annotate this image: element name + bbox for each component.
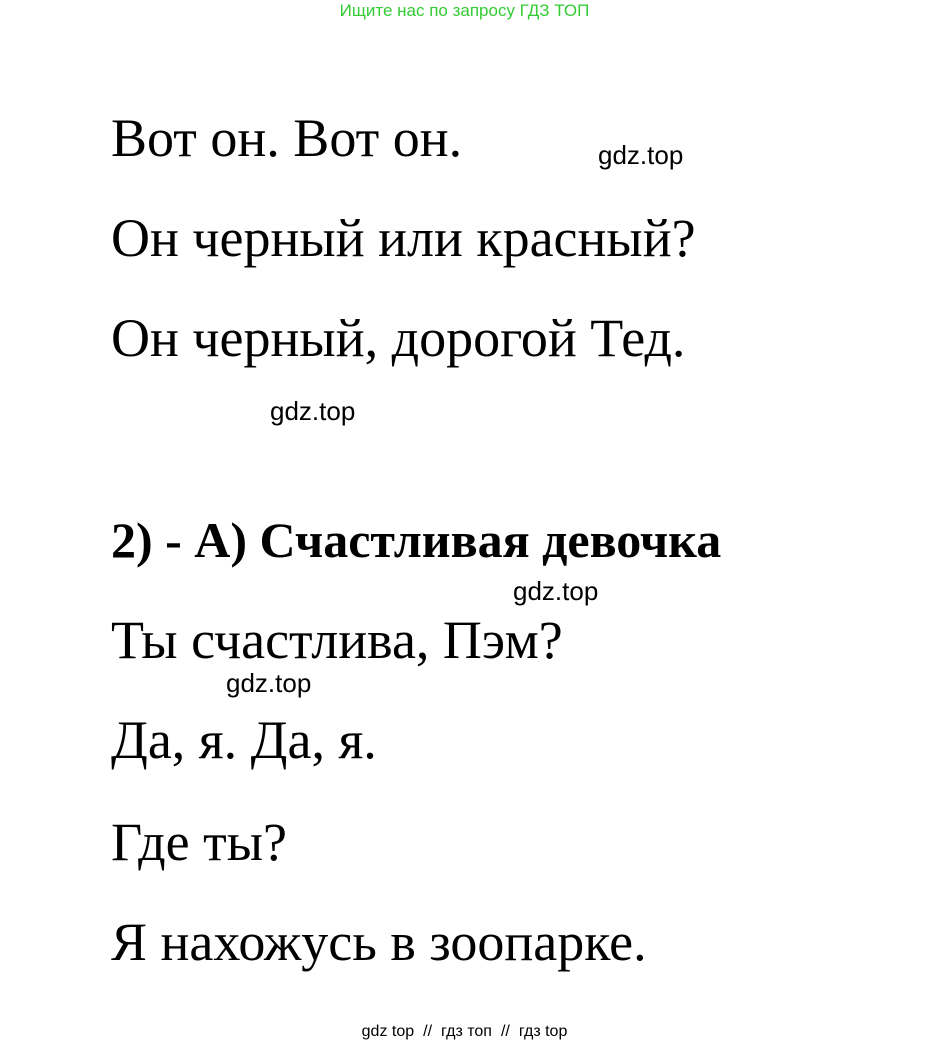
watermark: gdz.top: [513, 576, 599, 606]
footer: [0, 1021, 929, 1043]
text-line: Да, я. Да, я.: [111, 710, 377, 770]
section-heading: 2) - А) Счастливая девочка: [111, 512, 722, 568]
footer-item: гдз топ: [441, 1023, 492, 1040]
footer-separator: //: [500, 1023, 510, 1040]
text-line: Он черный или красный?: [111, 208, 696, 268]
footer-item: гдз top: [518, 1023, 568, 1040]
watermark: gdz.top: [598, 140, 684, 170]
footer-separator: //: [423, 1023, 433, 1040]
text-line: Я нахожусь в зоопарке.: [111, 912, 647, 972]
text-line: Он черный, дорогой Тед.: [111, 308, 686, 368]
text-line: Вот он. Вот он.: [111, 108, 463, 168]
footer-item: gdz top: [361, 1023, 415, 1040]
watermark: gdz.top: [270, 396, 356, 426]
text-line: Ты счастлива, Пэм?: [111, 610, 563, 670]
text-line: Где ты?: [111, 812, 287, 872]
watermark: gdz.top: [226, 668, 312, 698]
top-banner: Ищите нас по запросу ГДЗ ТОП: [339, 1, 590, 20]
